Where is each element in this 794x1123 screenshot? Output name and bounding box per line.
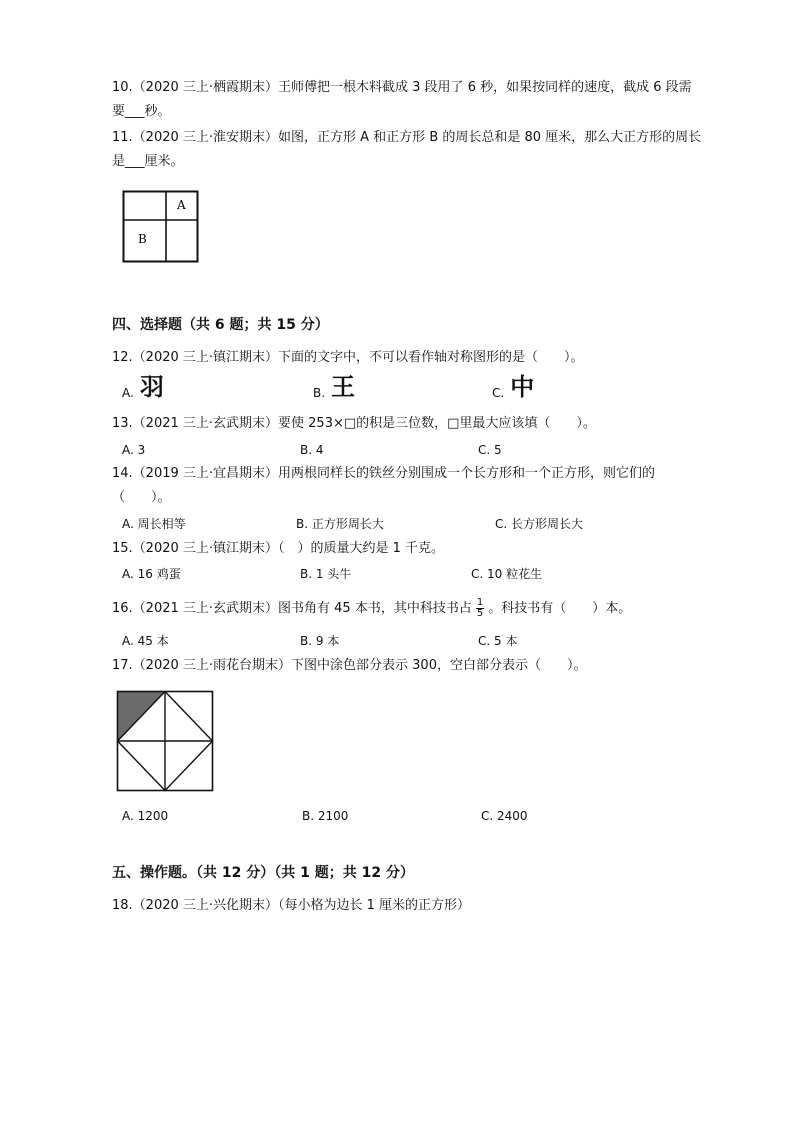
option-label: A. (122, 386, 134, 400)
q17-option-a[interactable]: A. 1200 (122, 809, 169, 823)
q17-text: 17.（2020 三上·雨花台期末）下图中涂色部分表示 300，空白部分表示（ ）。 (112, 658, 587, 673)
q15-option-c[interactable]: C. 10 粒花生 (471, 567, 543, 581)
square-a-label: A (177, 198, 186, 212)
q12-option-c[interactable] (492, 374, 534, 400)
q14-option-c[interactable]: C. 长方形周长大 (495, 517, 584, 531)
q16-option-a[interactable]: A. 45 本 (122, 634, 169, 648)
q11-text-line2: 是___厘米。 (112, 154, 184, 169)
q16-option-b[interactable]: B. 9 本 (300, 634, 340, 648)
q16-text-before: 16.（2021 三上·玄武期末）图书角有 45 本书，其中科技书占 (112, 601, 472, 616)
q17-option-b[interactable]: B. 2100 (302, 809, 349, 823)
square-b-label: B (138, 232, 147, 246)
q14-option-b[interactable]: B. 正方形周长大 (296, 517, 384, 531)
fraction-numerator: 1 (476, 597, 484, 608)
q15-option-b[interactable]: B. 1 头牛 (300, 567, 352, 581)
option-glyph: 中 (510, 373, 535, 401)
q10-text-line1: 10.（2020 三上·栖霞期末）王师傅把一根木料截成 3 段用了 6 秒，如果按同样的速度，截成 6 段需 (112, 80, 692, 95)
q14-option-a[interactable]: A. 周长相等 (122, 517, 186, 531)
q15-option-a[interactable]: A. 16 鸡蛋 (122, 567, 181, 581)
q13-text: 13.（2021 三上·玄武期末）要使 253×□的积是三位数，□里最大应该填（ ）。 (112, 416, 596, 431)
option-glyph: 王 (331, 373, 356, 401)
q15-text: 15.（2020 三上·镇江期末）（ ）的质量大约是 1 千克。 (112, 541, 445, 556)
q11-text-line1: 11.（2020 三上·淮安期末）如图，正方形 A 和正方形 B 的周长总和是 80 厘米，那么大正方形的周长 (112, 130, 702, 145)
q12-option-b[interactable] (313, 374, 355, 400)
q16-text (112, 598, 631, 619)
q17-option-c[interactable]: C. 2400 (481, 809, 528, 823)
q13-option-a[interactable]: A. 3 (122, 443, 146, 457)
q11-square-figure (122, 190, 200, 264)
q10-text-line2: 要___秒。 (112, 104, 171, 119)
option-glyph: 羽 (139, 373, 164, 401)
section-5-heading: 五、操作题。（共 12 分）（共 1 题；共 12 分） (112, 865, 414, 881)
q17-shaded-figure (116, 690, 214, 792)
q16-option-c[interactable]: C. 5 本 (478, 634, 518, 648)
option-label: B. (313, 386, 326, 400)
q16-text-after: 。科技书有（ ）本。 (488, 601, 632, 616)
q12-text: 12.（2020 三上·镇江期末）下面的文字中，不可以看作轴对称图形的是（ ）。 (112, 350, 584, 365)
section-4-heading: 四、选择题（共 6 题；共 15 分） (112, 317, 329, 333)
fraction (476, 598, 484, 619)
q14-text-line2: （ ）。 (112, 490, 171, 505)
q14-text-line1: 14.（2019 三上·宜昌期末）用两根同样长的铁丝分别围成一个长方形和一个正方形，则它们的 (112, 466, 656, 481)
q12-option-a[interactable] (122, 374, 164, 400)
option-label: C. (492, 386, 505, 400)
q13-option-c[interactable]: C. 5 (478, 443, 502, 457)
q18-text: 18.（2020 三上·兴化期末）（每小格为边长 1 厘米的正方形） (112, 898, 471, 913)
fraction-denominator: 5 (476, 608, 484, 619)
q13-option-b[interactable]: B. 4 (300, 443, 324, 457)
